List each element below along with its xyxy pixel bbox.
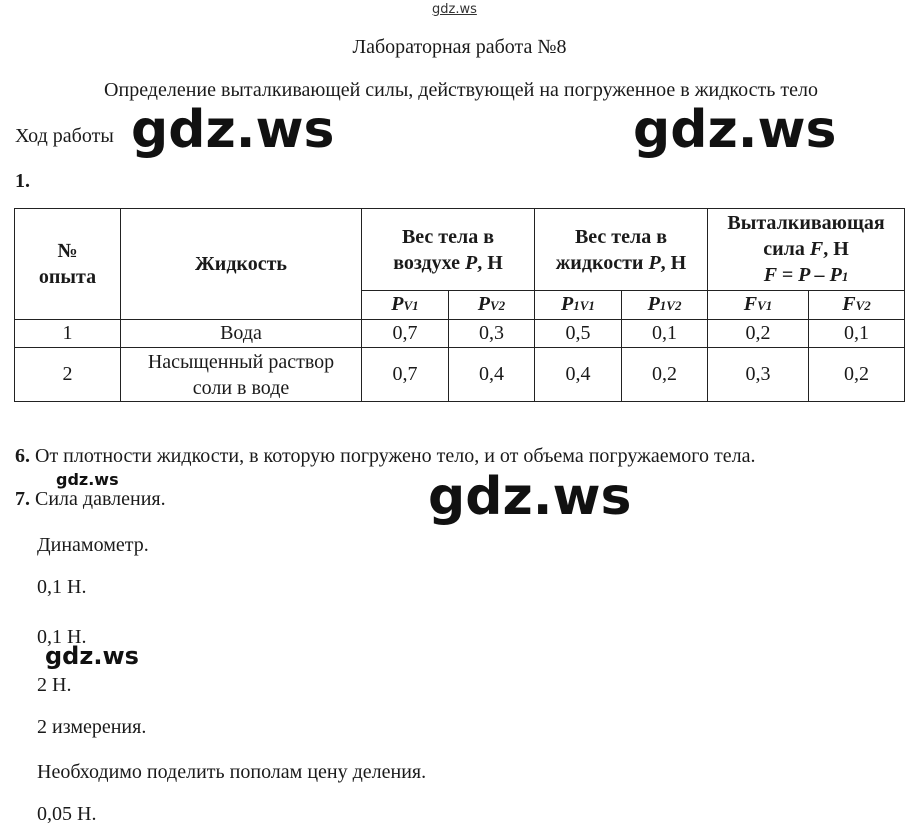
cell-number: 2 (15, 348, 121, 402)
top-watermark: gdz.ws (432, 2, 477, 17)
watermark-right: gdz.ws (633, 100, 837, 160)
header-experiment-number: № опыта (15, 209, 121, 320)
watermark-center: gdz.ws (428, 467, 632, 527)
subheader-p1v2: P1V2 (622, 291, 708, 320)
cell-number: 1 (15, 320, 121, 348)
subheader-pv2: PV2 (449, 291, 535, 320)
table-row (15, 320, 905, 348)
header-liquid: Жидкость (121, 209, 362, 320)
answer-line: 0,1 Н. (37, 626, 87, 648)
cell-liquid: Насыщенный раствор соли в воде (121, 348, 362, 402)
lab-subtitle: Определение выталкивающей силы, действующей на погруженное в жидкость тело (104, 79, 818, 101)
answer-line: 2 измерения. (37, 716, 147, 738)
cell-value: 0,2 (708, 320, 809, 348)
cell-liquid: Вода (121, 320, 362, 348)
results-table (14, 208, 905, 402)
subheader-pv1: PV1 (362, 291, 449, 320)
answer-line: Динамометр. (37, 534, 149, 556)
cell-value: 0,5 (535, 320, 622, 348)
item-1-number: 1. (15, 170, 30, 192)
cell-value: 0,7 (362, 320, 449, 348)
progress-label: Ход работы (15, 125, 114, 147)
item-6: 6. От плотности жидкости, в которую погружено тело, и от объема погружаемого тела. (15, 445, 756, 467)
header-weight-liquid: Вес тела в жидкости P, Н (535, 209, 708, 291)
cell-value: 0,4 (449, 348, 535, 402)
subheader-fv1: FV1 (708, 291, 809, 320)
cell-value: 0,4 (535, 348, 622, 402)
header-weight-air: Вес тела в воздухе P, Н (362, 209, 535, 291)
table-row (15, 348, 905, 402)
answer-line: Необходимо поделить пополам цену деления. (37, 761, 427, 783)
cell-value: 0,7 (362, 348, 449, 402)
watermark-small: gdz.ws (56, 470, 119, 489)
subheader-p1v1: P1V1 (535, 291, 622, 320)
lab-title: Лабораторная работа №8 (352, 36, 567, 58)
answer-line: 2 Н. (37, 674, 72, 696)
cell-value: 0,1 (809, 320, 905, 348)
cell-value: 0,1 (622, 320, 708, 348)
cell-value: 0,2 (622, 348, 708, 402)
header-buoyant-force: Выталкивающая сила F, Н F = P – P1 (708, 209, 905, 291)
answer-line: 0,05 Н. (37, 803, 97, 825)
answer-line: 0,1 Н. (37, 576, 87, 598)
cell-value: 0,3 (708, 348, 809, 402)
watermark-lower-left: gdz.ws (45, 642, 139, 670)
item-7: 7. Сила давления. (15, 488, 166, 510)
subheader-fv2: FV2 (809, 291, 905, 320)
cell-value: 0,2 (809, 348, 905, 402)
cell-value: 0,3 (449, 320, 535, 348)
watermark-left: gdz.ws (131, 100, 335, 160)
